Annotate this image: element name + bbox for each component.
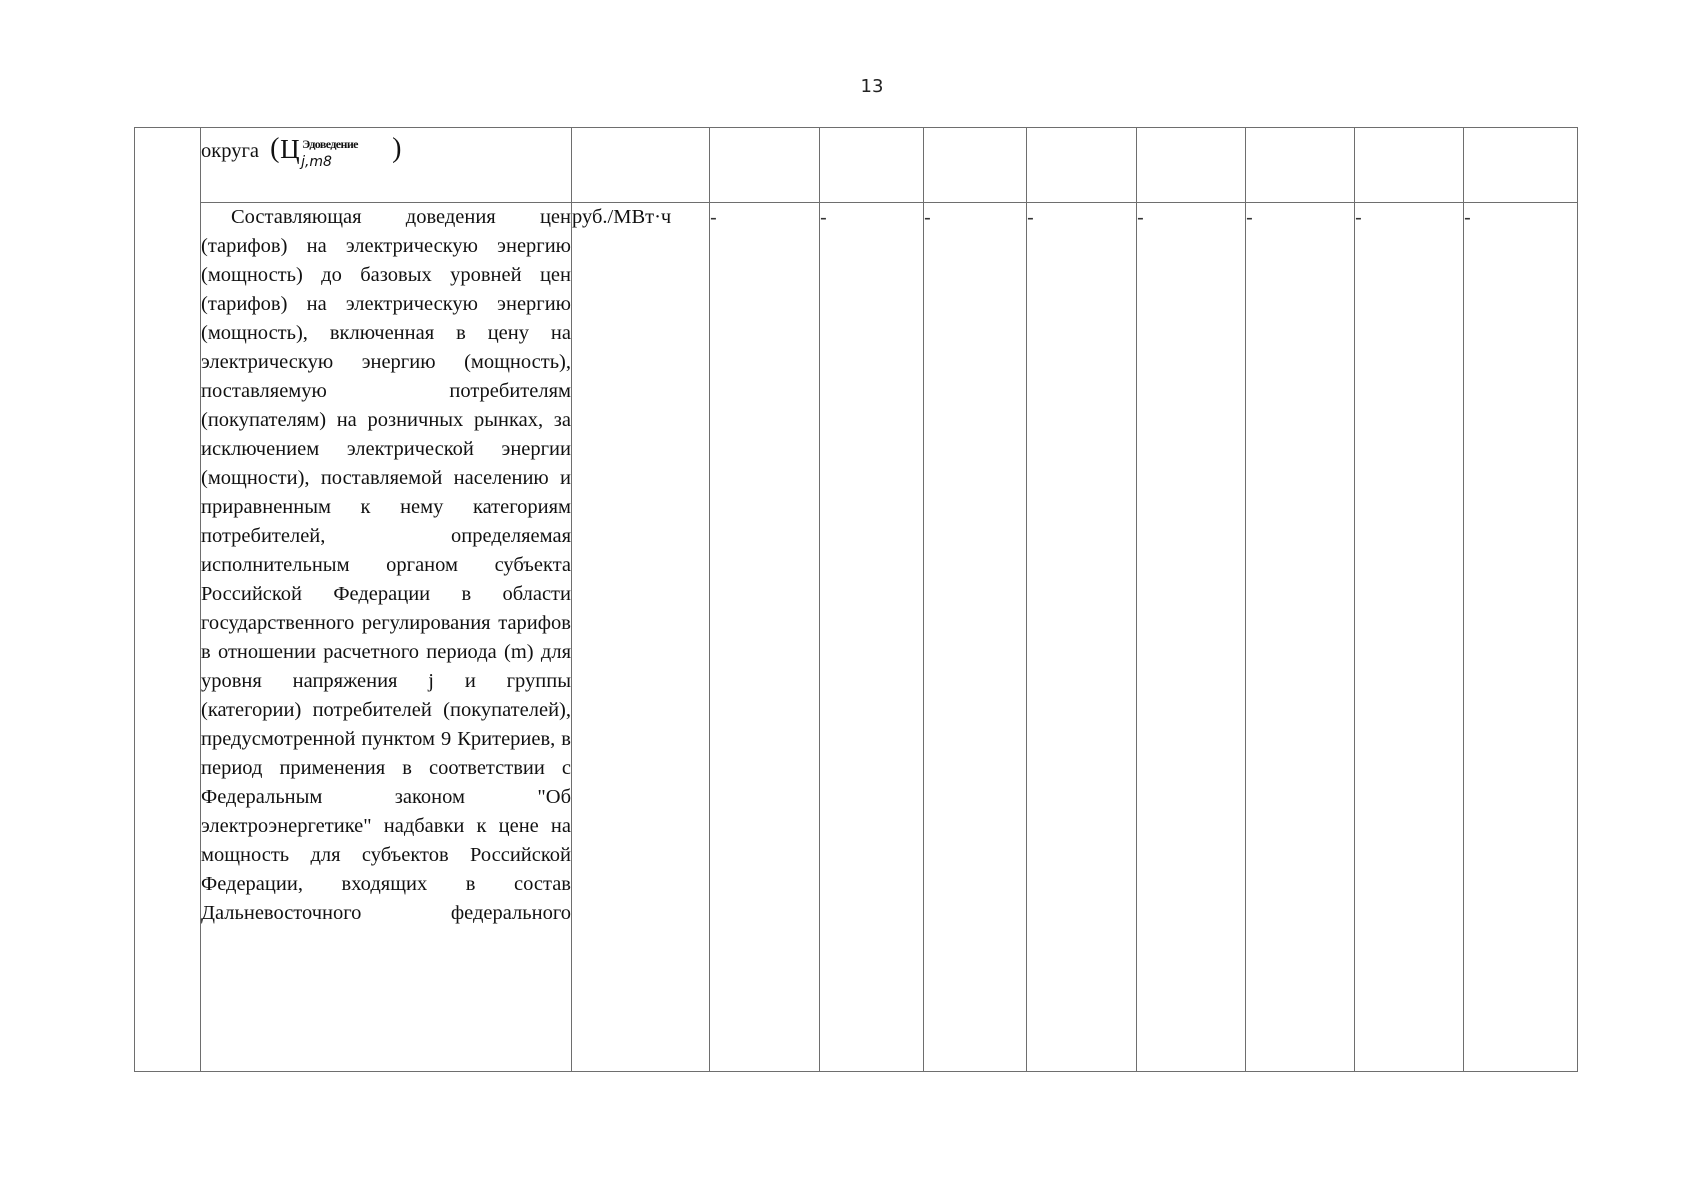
unit-cell-empty <box>572 128 710 203</box>
value-cell: - <box>820 203 924 1072</box>
formula-open-paren: ( <box>270 133 280 164</box>
formula-superscript: Эдоведение <box>302 137 358 151</box>
value-cell-empty <box>1137 128 1246 203</box>
indicator-name-tail: округа <box>201 140 259 162</box>
value-cell: - <box>710 203 820 1072</box>
value-cell: - <box>1137 203 1246 1072</box>
row-number-cell <box>135 128 201 1072</box>
formula-close-paren: ) <box>392 133 402 164</box>
value-cell-empty <box>1246 128 1355 203</box>
indicator-name-cell-continued <box>201 128 572 203</box>
value-cell: - <box>1027 203 1137 1072</box>
value-cell-empty <box>924 128 1027 203</box>
value-cell-empty <box>1355 128 1464 203</box>
indicator-description: Составляющая доведения цен (тарифов) на электрическую энергию (мощность) до базовых уровней цен (тарифов) на электрическую энергию (мощность), включенная в цену на электрическую энергию (мощность), поставляемую потребителям (покупателям) на розничных рынках, за исключением электрической энергии (мощности), поставляемой населению и приравненным к нему категориям потребителей, определяемая исполнительным органом субъекта Российской Федерации в области государственного регулирования тарифов в отношении расчетного периода (m) для уровня напряжения j и группы (категории) потребителей (покупателей), предусмотренной пунктом 9 Критериев, в период применения в соответствии с Федеральным законом "Об электроэнергетике" надбавки к цене на мощность для субъектов Российской Федерации, входящих в состав Дальневосточного федерального <box>201 203 572 1072</box>
value-cell-empty <box>1027 128 1137 203</box>
unit-cell: руб./МВт·ч <box>572 203 710 1072</box>
value-cell: - <box>1464 203 1578 1072</box>
tariff-table <box>134 127 1578 1072</box>
table-row-continuation <box>135 128 1578 203</box>
value-cell-empty <box>1464 128 1578 203</box>
formula-subscript: j,m8 <box>301 154 332 170</box>
value-cell-empty <box>820 128 924 203</box>
page-number: 13 <box>860 76 884 97</box>
table-row <box>135 203 1578 1072</box>
formula-symbol <box>270 128 400 176</box>
value-cell-empty <box>710 128 820 203</box>
value-cell: - <box>1355 203 1464 1072</box>
value-cell: - <box>1246 203 1355 1072</box>
formula-base: Ц <box>280 134 300 164</box>
value-cell: - <box>924 203 1027 1072</box>
